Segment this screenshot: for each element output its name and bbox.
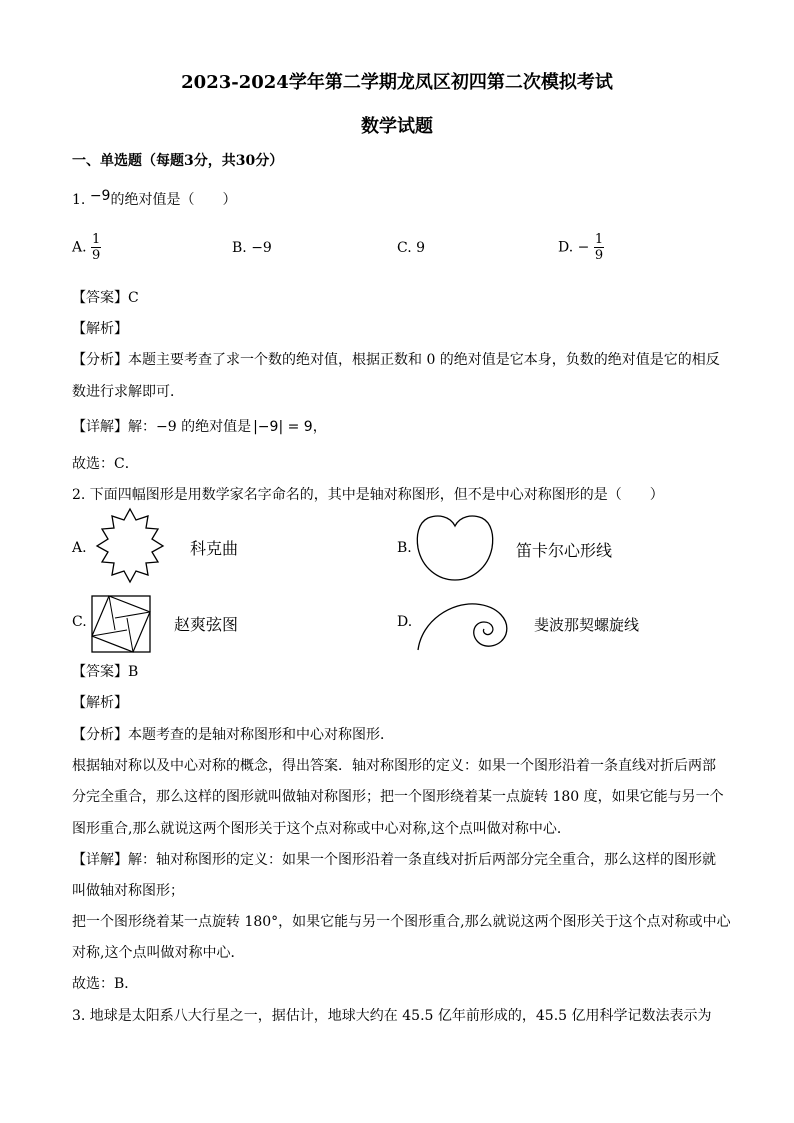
q2-detail-line-2: 叫做轴对称图形； bbox=[72, 883, 184, 899]
koch-snowflake-figure bbox=[90, 505, 170, 585]
q1-analysis-head: 【解析】 bbox=[72, 321, 128, 337]
q2-analysis: 【分析】本题考查的是轴对称图形和中心对称图形． bbox=[72, 727, 394, 743]
question-1 bbox=[72, 189, 236, 209]
q2-para-line-1: 根据轴对称以及中心对称的概念，得出答案．轴对称图形的定义：如果一个图形沿着一条直线对折后两部 bbox=[72, 758, 716, 774]
fig-d-caption: 斐波那契螺旋线 bbox=[534, 616, 640, 634]
q2-detail-line-3: 把一个图形绕着某一点旋转 180°，如果它能与另一个图形重合,那么就说这两个图形关于这个点对称或中心 bbox=[72, 914, 731, 930]
question-expr: −9 bbox=[89, 188, 111, 204]
fibonacci-spiral-figure bbox=[414, 594, 514, 654]
question-2: 2. 下面四幅图形是用数学家名字命名的，其中是轴对称图形，但不是中心对称图形的是（ ） bbox=[72, 487, 664, 503]
q1-choose: 故选：C． bbox=[72, 456, 139, 472]
q2-answer: 【答案】B bbox=[72, 664, 139, 680]
option-d-label: D. − bbox=[558, 239, 590, 256]
question-3: 3. 地球是太阳系八大行星之一，据估计，地球大约在 45.5 亿年前形成的，45.5 亿用科学记数法表示为 bbox=[72, 1008, 712, 1024]
question-text: 的绝对值是（ ） bbox=[110, 192, 237, 208]
q2-analysis-head: 【解析】 bbox=[72, 695, 128, 711]
option-d bbox=[558, 232, 604, 263]
fig-b-label: B. bbox=[397, 540, 412, 556]
q1-detail-expr: |−9| = 9 bbox=[253, 419, 313, 435]
option-a-label: A. bbox=[72, 239, 87, 256]
q1-analysis-line-2: 数进行求解即可． bbox=[72, 384, 184, 400]
q2-detail-line-4: 对称,这个点叫做对称中心． bbox=[72, 945, 245, 961]
zhaoshuang-diagram-figure bbox=[91, 595, 151, 653]
fig-a-label: A. bbox=[72, 540, 87, 556]
q1-detail-text: 【详解】解：−9 的绝对值是 bbox=[72, 419, 252, 435]
q1-detail bbox=[72, 416, 327, 436]
option-a-fraction bbox=[91, 232, 101, 263]
option-a bbox=[72, 232, 101, 263]
fig-b-caption: 笛卡尔心形线 bbox=[516, 541, 613, 560]
fraction-numerator: 1 bbox=[594, 232, 604, 247]
option-d-fraction bbox=[594, 232, 604, 263]
page-subtitle: 数学试题 bbox=[361, 116, 433, 137]
q1-analysis-line-1: 【分析】本题主要考查了求一个数的绝对值，根据正数和 0 的绝对值是它本身，负数的绝对值是它的相反 bbox=[72, 352, 720, 368]
fraction-denominator: 9 bbox=[92, 248, 101, 263]
page-title: 2023-2024学年第二学期龙凤区初四第二次模拟考试 bbox=[181, 72, 613, 93]
fraction-denominator: 9 bbox=[594, 248, 604, 263]
question-number: 1. bbox=[72, 192, 90, 208]
section-heading: 一、单选题（每题3分，共30分） bbox=[72, 153, 284, 169]
option-c: C. 9 bbox=[397, 240, 426, 256]
fraction-numerator: 1 bbox=[92, 232, 101, 247]
q1-answer: 【答案】C bbox=[72, 290, 139, 306]
q2-detail-line-1: 【详解】解：轴对称图形的定义：如果一个图形沿着一条直线对折后两部分完全重合，那么这样的图形就 bbox=[72, 852, 716, 868]
cardioid-figure bbox=[414, 512, 496, 582]
q2-choose: 故选：B． bbox=[72, 976, 139, 992]
q2-para-line-2: 分完全重合，那么这样的图形就叫做轴对称图形；把一个图形绕着某一点旋转 180 度，如果它能与另一个 bbox=[72, 789, 724, 805]
fig-c-caption: 赵爽弦图 bbox=[174, 615, 239, 634]
fig-c-label: C. bbox=[72, 614, 87, 630]
fig-a-caption: 科克曲 bbox=[190, 539, 239, 558]
q1-detail-end: ， bbox=[312, 419, 327, 435]
q2-para-line-3: 图形重合,那么就说这两个图形关于这个点对称或中心对称,这个点叫做对称中心． bbox=[72, 821, 571, 837]
option-b: B. −9 bbox=[232, 240, 272, 256]
fig-d-label: D. bbox=[397, 614, 413, 630]
